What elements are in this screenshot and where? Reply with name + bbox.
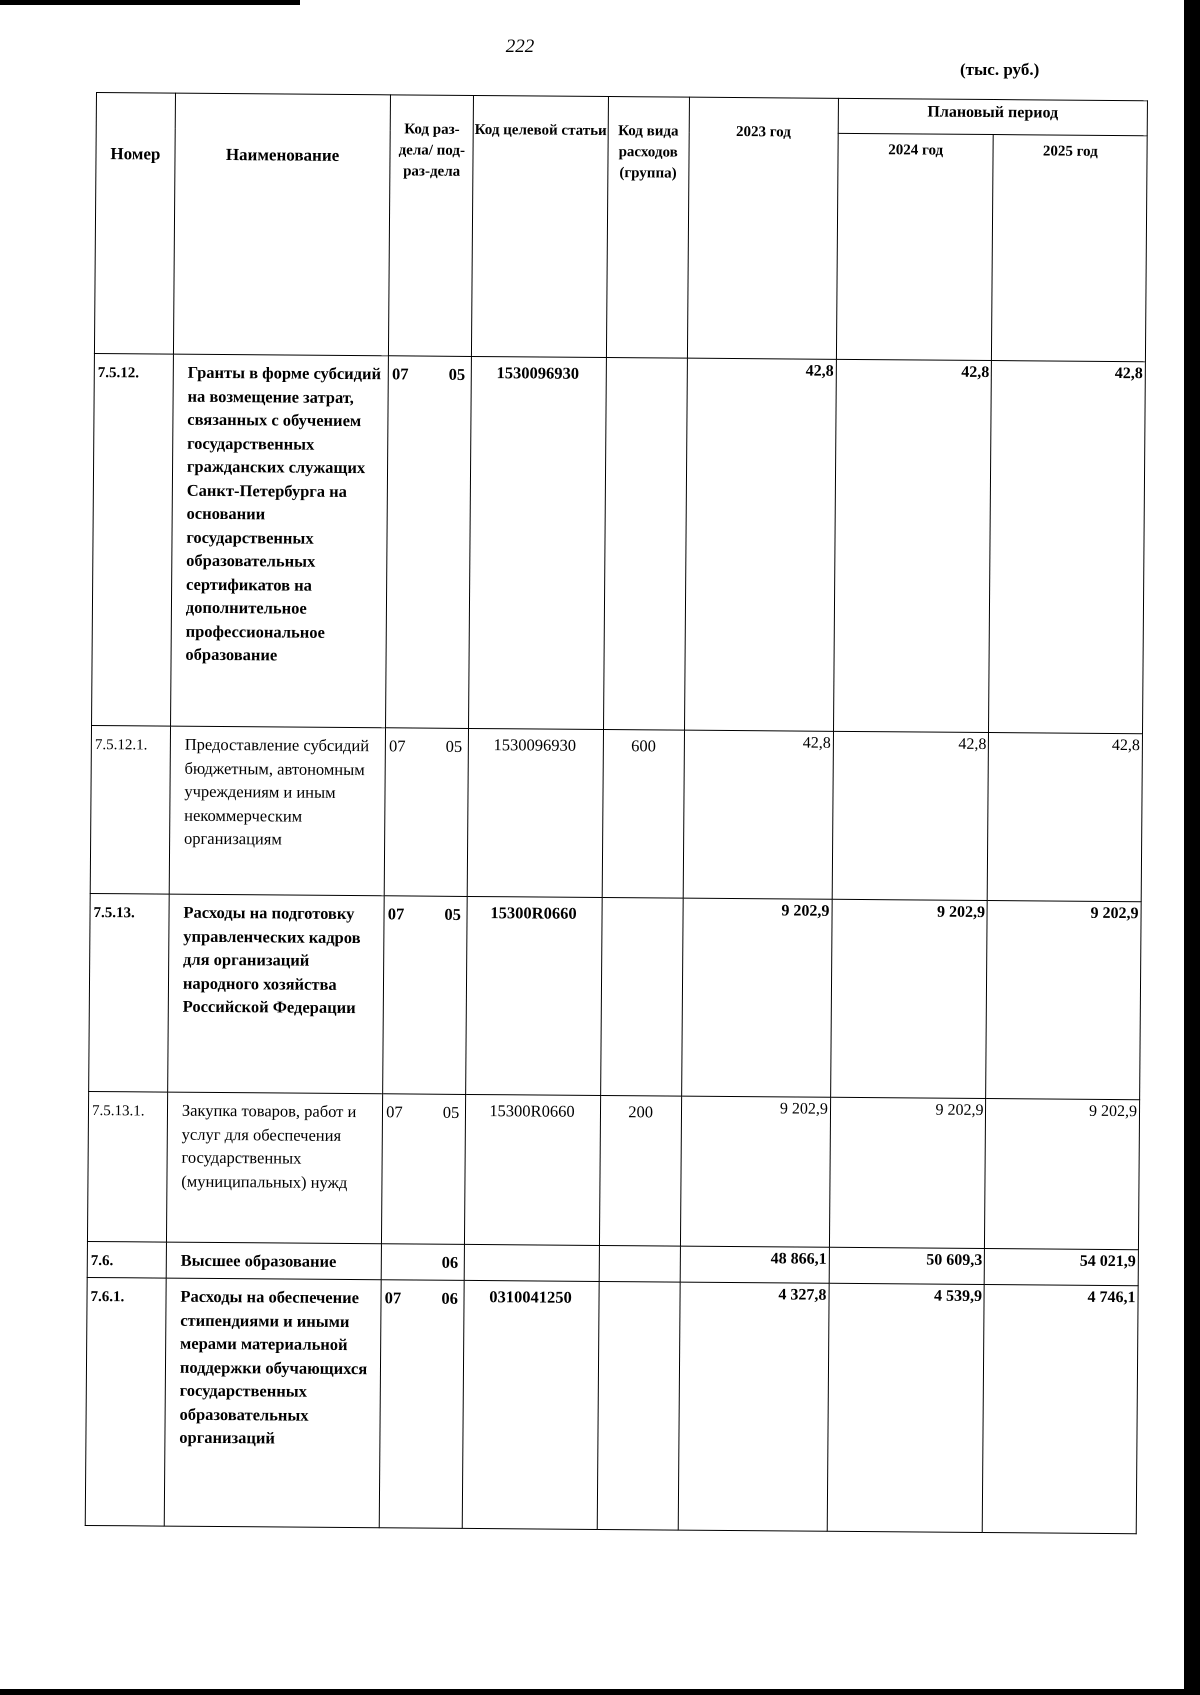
table-row	[90, 725, 1142, 901]
header-row	[96, 93, 1147, 136]
row-name: Расходы на подготовку управленческих кадров для организаций народного хозяйства Российской Федерации	[168, 894, 385, 1094]
razdel-code: 07	[387, 904, 405, 924]
scan-edge-bottom	[0, 1689, 1200, 1695]
table-row	[85, 1277, 1138, 1533]
razdel-code: 07	[388, 736, 406, 756]
row-amount-2024: 9 202,9	[829, 1097, 986, 1248]
units-label: (тыс. руб.)	[960, 60, 1040, 79]
row-name: Расходы на обеспечение стипендиями и иными мерами материальной поддержки обучающихся государственных образовательных организаций	[164, 1278, 381, 1528]
header-2024: 2024 год	[836, 133, 993, 360]
row-razdel-code	[381, 1244, 464, 1281]
row-number: 7.6.	[87, 1241, 166, 1278]
row-amount-2023: 48 866,1	[680, 1246, 829, 1283]
row-amount-2025: 9 202,9	[985, 1099, 1140, 1250]
row-vid-code: 600	[602, 730, 684, 899]
row-razdel-code	[383, 896, 468, 1095]
podrazdel-code: 05	[444, 904, 461, 924]
row-target-code: 1530096930	[469, 356, 606, 729]
podrazdel-code: 06	[441, 1252, 459, 1272]
podrazdel-code: 05	[442, 1102, 460, 1122]
row-amount-2025: 54 021,9	[985, 1249, 1139, 1286]
row-number: 7.5.13.	[89, 893, 169, 1092]
row-razdel-code	[386, 356, 472, 729]
row-vid-code	[603, 358, 687, 731]
budget-table	[85, 92, 1148, 1534]
row-name: Гранты в форме субсидий на возмещение затрат, связанных с обучением государственных гражданских служащих Санкт-Петербурга на основании государственных образовательных сертификатов на дополнительное профессиональное образование	[170, 354, 388, 728]
podrazdel-code: 05	[448, 364, 466, 384]
table-row	[92, 353, 1146, 733]
row-amount-2024: 4 539,9	[827, 1283, 985, 1532]
header-num: Номер	[94, 93, 175, 355]
row-number: 7.5.12.	[92, 353, 174, 726]
row-amount-2024: 9 202,9	[830, 899, 987, 1098]
row-vid-code	[600, 897, 683, 1096]
row-target-code: 15300R0660	[466, 896, 602, 1095]
row-target-code: 1530096930	[468, 728, 604, 897]
podrazdel-code: 05	[445, 736, 463, 756]
row-target-code: 0310041250	[463, 1280, 599, 1529]
header-vid: Код вида расходов (группа)	[606, 97, 689, 359]
row-amount-2023: 42,8	[683, 730, 834, 899]
header-2023: 2023 год	[687, 97, 838, 359]
row-target-code	[465, 1244, 600, 1281]
razdel-code: 07	[386, 1102, 403, 1122]
header-plan-period: Плановый период	[838, 98, 1147, 135]
row-amount-2024: 50 609,3	[829, 1247, 985, 1284]
page-number: 222	[505, 36, 535, 57]
table-row	[87, 1091, 1139, 1249]
row-amount-2023: 9 202,9	[681, 898, 832, 1097]
scan-edge-right	[1184, 0, 1200, 1695]
podrazdel-code: 06	[441, 1288, 458, 1308]
row-amount-2025: 42,8	[988, 733, 1143, 902]
row-amount-2024: 42,8	[832, 731, 989, 900]
row-amount-2025: 4 746,1	[983, 1285, 1138, 1534]
row-amount-2023: 9 202,9	[680, 1096, 830, 1247]
row-razdel-code	[382, 1094, 466, 1245]
scan-edge-top	[0, 0, 300, 5]
row-razdel-code	[384, 728, 468, 897]
row-vid-code	[599, 1245, 680, 1282]
razdel-code: 07	[391, 364, 409, 384]
row-razdel-code	[379, 1280, 464, 1529]
row-name: Высшее образование	[166, 1242, 382, 1280]
row-amount-2023: 42,8	[684, 358, 836, 731]
row-amount-2025: 9 202,9	[986, 901, 1141, 1100]
header-razdel: Код раз-дела/ под-раз-дела	[389, 95, 474, 357]
row-number: 7.6.1.	[85, 1277, 166, 1526]
row-number: 7.5.12.1.	[90, 725, 170, 894]
row-amount-2023: 4 327,8	[678, 1282, 829, 1531]
row-number: 7.5.13.1.	[87, 1091, 167, 1242]
header-name: Наименование	[173, 93, 390, 356]
row-name: Закупка товаров, работ и услуг для обеспечения государственных (муниципальных) нужд	[166, 1092, 382, 1244]
row-amount-2024: 42,8	[833, 359, 992, 732]
header-target: Код целевой статьи	[472, 95, 608, 357]
table-row	[89, 893, 1142, 1099]
row-vid-code: 200	[599, 1095, 681, 1246]
row-amount-2025: 42,8	[989, 361, 1145, 734]
header-2025: 2025 год	[992, 135, 1147, 362]
row-target-code: 15300R0660	[465, 1094, 600, 1245]
row-name: Предоставление субсидий бюджетным, автономным учреждениям и иным некоммерческим организациям	[169, 726, 386, 896]
razdel-code: 07	[384, 1288, 402, 1308]
row-vid-code	[597, 1281, 680, 1530]
